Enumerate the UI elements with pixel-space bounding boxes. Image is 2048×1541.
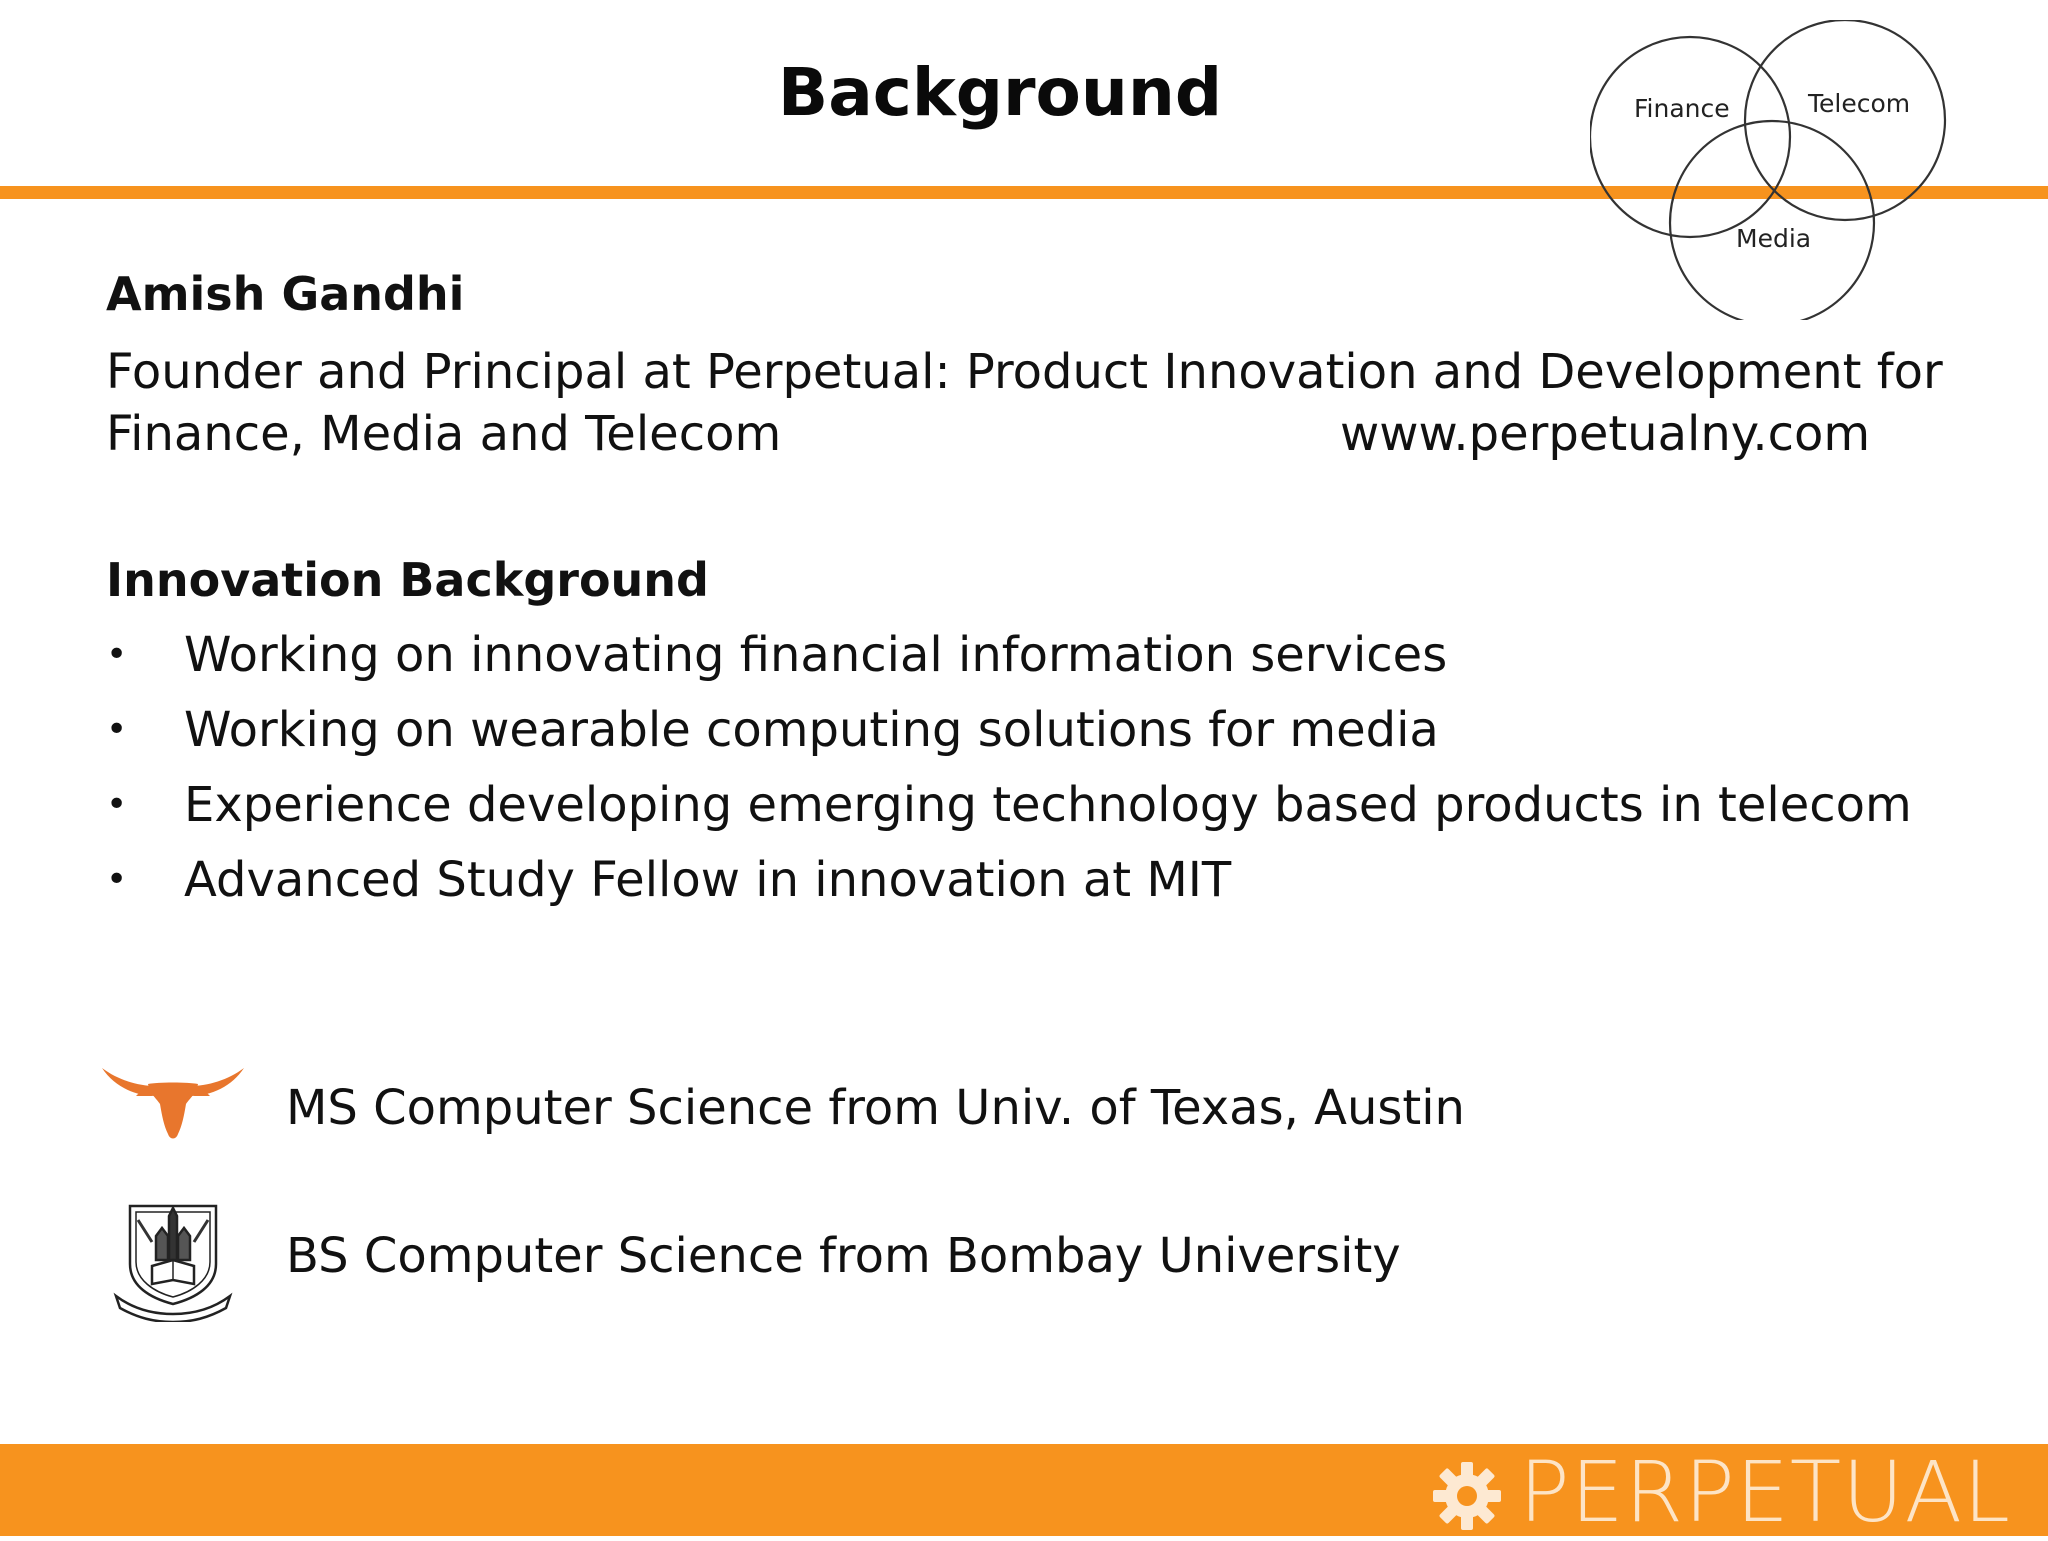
venn-diagram bbox=[1590, 20, 1955, 320]
role-description-line2: Finance, Media and Telecom bbox=[106, 406, 782, 462]
education-row-bombay bbox=[100, 1200, 1500, 1320]
website-link[interactable]: www.perpetualny.com bbox=[1340, 406, 1871, 462]
venn-label-telecom: Telecom bbox=[1808, 89, 1911, 118]
education-ms-text: MS Computer Science from Univ. of Texas, Austin bbox=[286, 1080, 1465, 1136]
venn-label-media: Media bbox=[1736, 224, 1812, 253]
list-item-text: Experience developing emerging technology based products in telecom bbox=[184, 777, 1912, 833]
university-crest-logo bbox=[112, 1200, 234, 1326]
university-crest-icon bbox=[112, 1200, 234, 1322]
bullet-icon: • bbox=[106, 634, 128, 675]
list-item-text: Working on wearable computing solutions for media bbox=[184, 702, 1439, 758]
perpetual-logo bbox=[1425, 1443, 2045, 1541]
venn-label-finance: Finance bbox=[1634, 94, 1730, 123]
venn-circles bbox=[1590, 20, 1955, 320]
bullet-icon: • bbox=[106, 859, 128, 900]
role-description-line1: Founder and Principal at Perpetual: Product Innovation and Development for bbox=[106, 344, 1943, 400]
footer-brand-text: PERPETUAL bbox=[1519, 1443, 2011, 1541]
slide-title: Background bbox=[777, 54, 1223, 131]
gear-icon bbox=[1433, 1462, 1501, 1534]
bullet-icon: • bbox=[106, 709, 128, 750]
list-item-text: Advanced Study Fellow in innovation at MIT bbox=[184, 852, 1232, 908]
footer-bar bbox=[0, 1443, 2048, 1541]
innovation-heading: Innovation Background bbox=[106, 553, 709, 607]
list-item-text: Working on innovating financial information services bbox=[184, 627, 1448, 683]
longhorn-icon bbox=[100, 1060, 246, 1142]
education-row-texas bbox=[100, 1060, 1500, 1180]
longhorn-logo bbox=[100, 1060, 246, 1146]
education-bs-text: BS Computer Science from Bombay University bbox=[286, 1228, 1401, 1284]
bullet-icon: • bbox=[106, 784, 128, 825]
person-name: Amish Gandhi bbox=[106, 267, 465, 321]
